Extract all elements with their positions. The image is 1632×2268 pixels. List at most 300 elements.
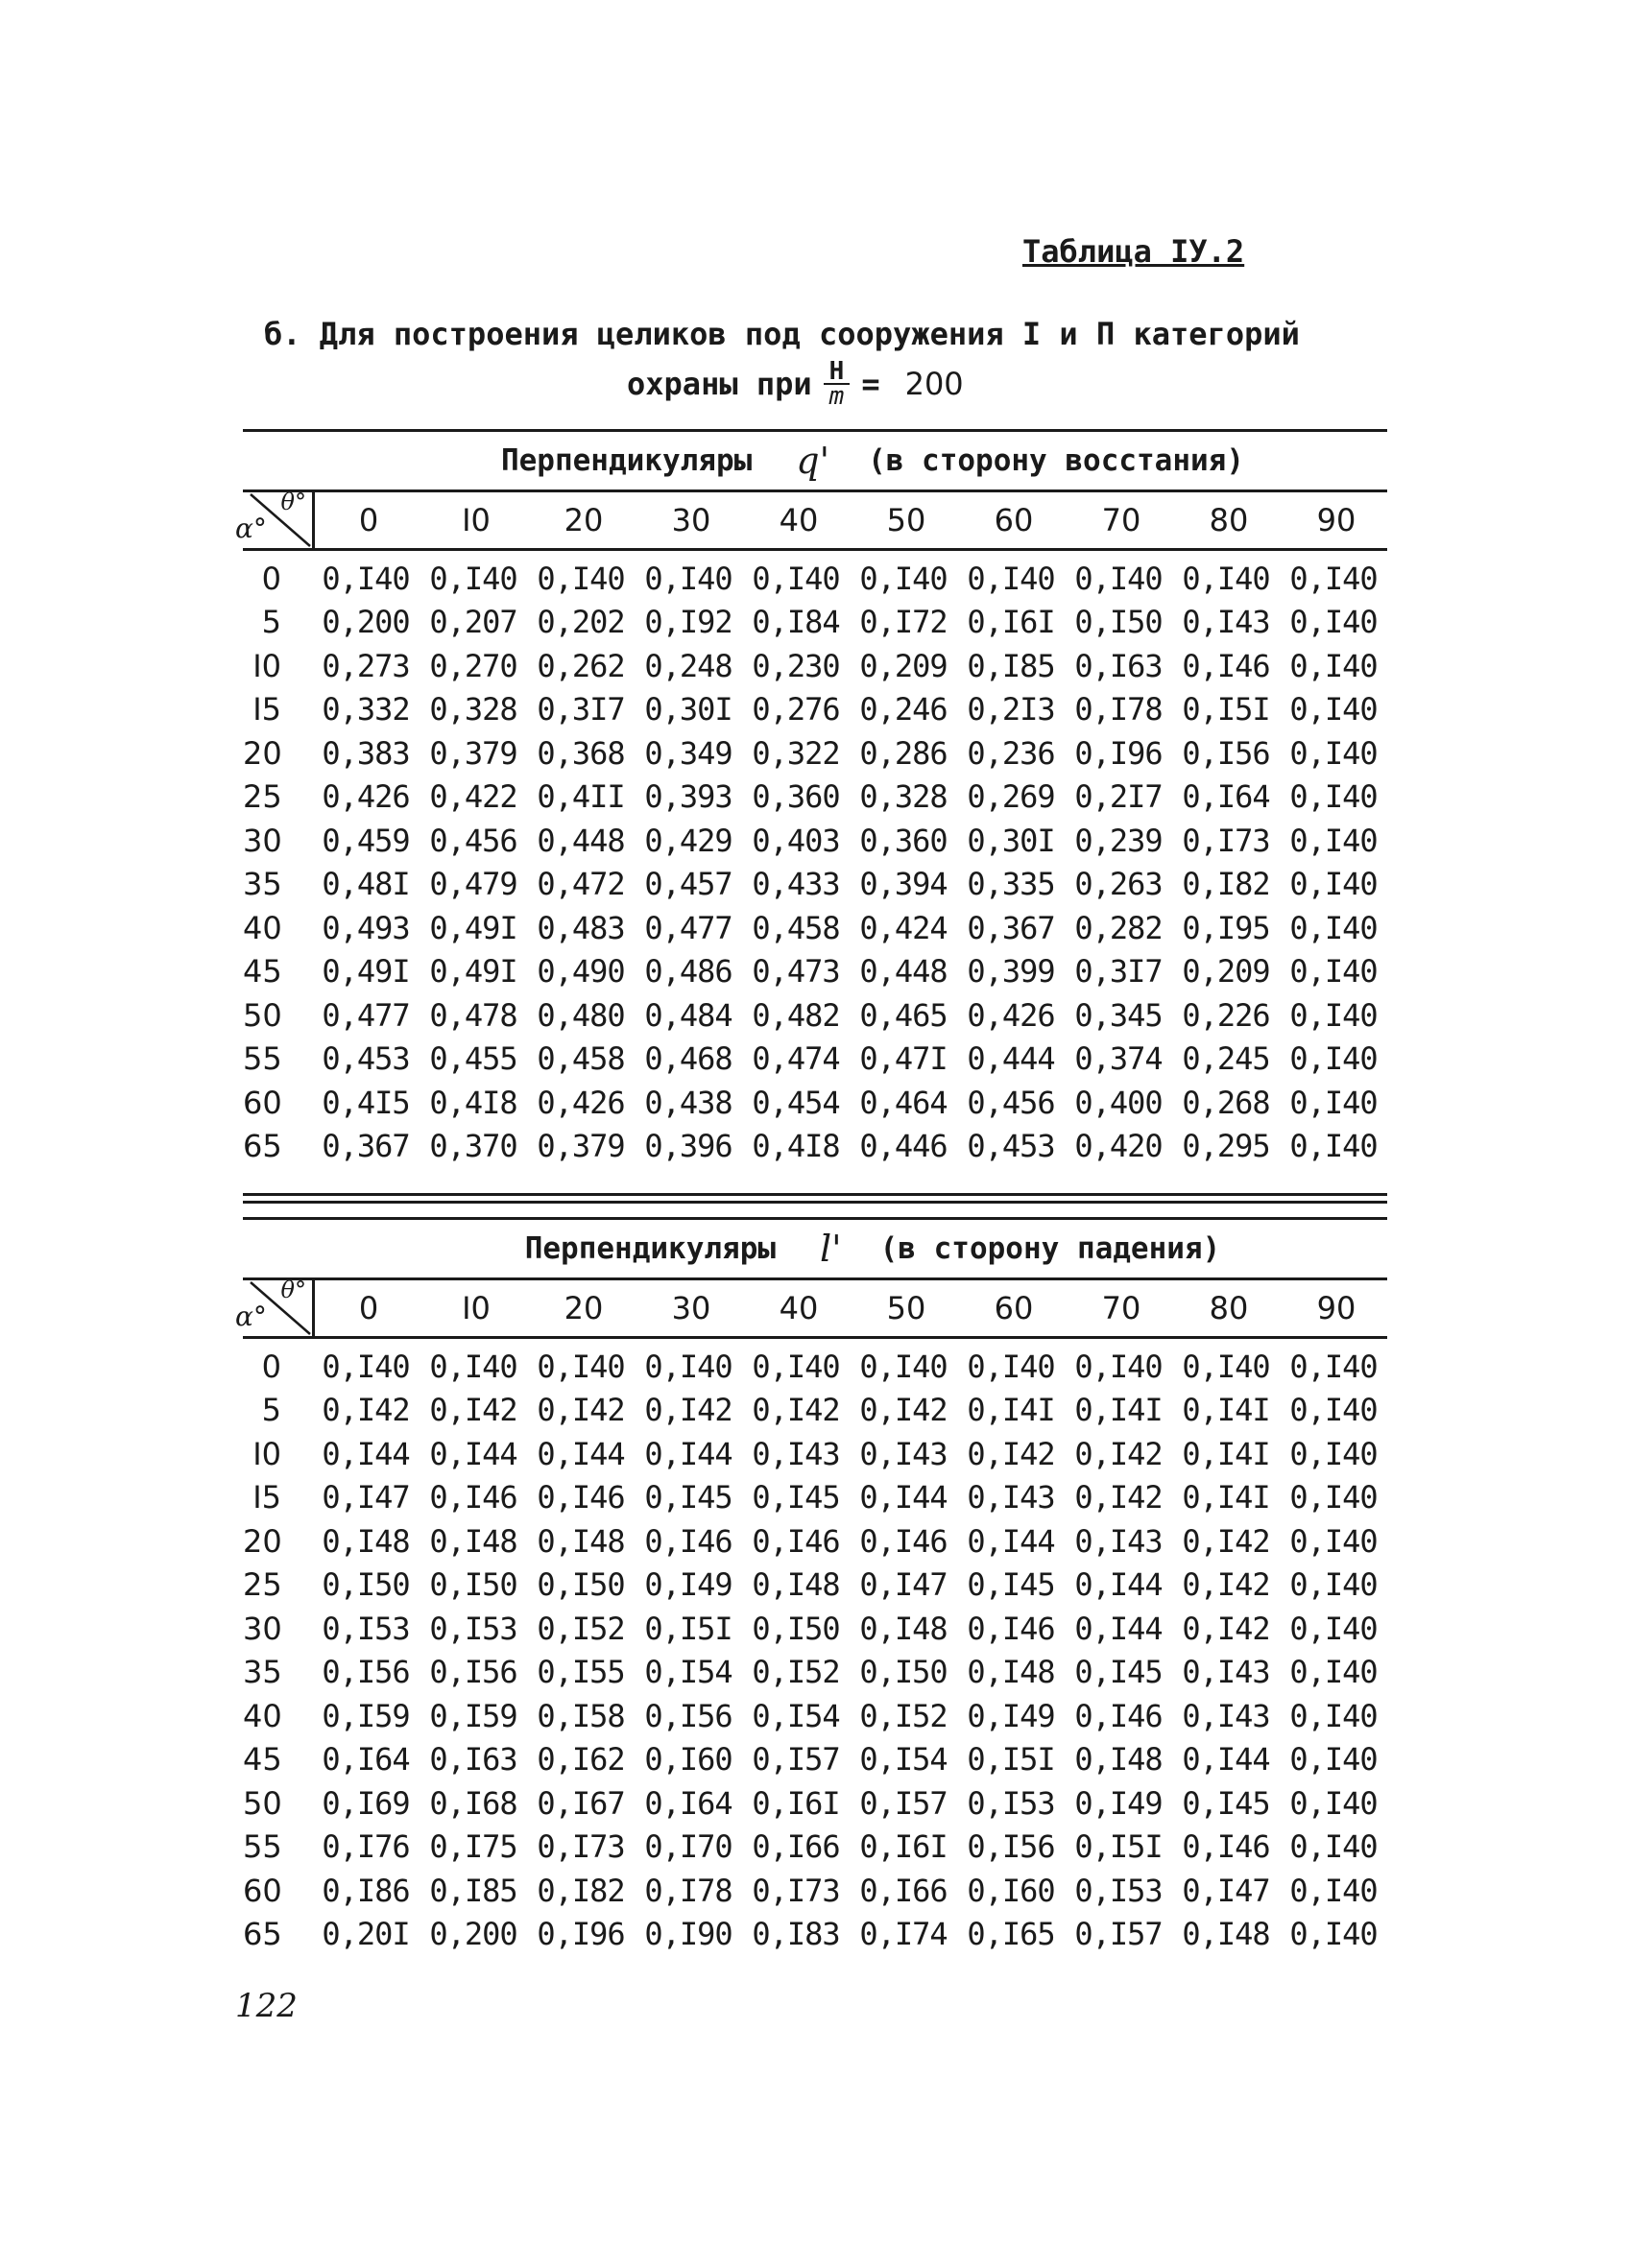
table-cell: 0,I56: [967, 1828, 1055, 1866]
table-row: [243, 863, 1387, 907]
table-cell: 0,2I7: [1074, 778, 1163, 816]
table-cell: 0,269: [967, 778, 1055, 816]
table-cell: 0,I40: [429, 560, 517, 597]
table-cell: 0,I74: [859, 1916, 948, 1953]
section-title-right: (в сторону восстания): [868, 443, 1244, 478]
table-cell: 0,399: [967, 953, 1055, 991]
table-row: [243, 1826, 1387, 1870]
table-cell: 0,I40: [967, 1348, 1055, 1385]
table-cell: 0,I44: [429, 1435, 517, 1472]
column-header: 50: [886, 502, 926, 538]
table-cell: 0,I40: [1289, 604, 1378, 641]
table-row: [243, 1519, 1387, 1564]
table-cell: 0,I40: [1074, 1348, 1163, 1385]
table-cell: 0,I75: [429, 1828, 517, 1866]
table-cell: 0,I42: [537, 1392, 625, 1429]
table-cell: 0,49I: [429, 953, 517, 991]
fraction-numerator: H: [824, 360, 851, 385]
table-row: [243, 1432, 1387, 1476]
table-cell: 0,295: [1182, 1128, 1270, 1165]
row-label: 0: [261, 1348, 281, 1385]
table-cell: 0,I56: [322, 1654, 410, 1691]
table-cell: 0,273: [322, 647, 410, 684]
row-label: 30: [243, 1610, 282, 1647]
table-row: [243, 950, 1387, 994]
column-header: 40: [779, 1290, 819, 1326]
table-cell: 0,I90: [644, 1916, 732, 1953]
table-cell: 0,I54: [752, 1697, 840, 1734]
table-cell: 0,I46: [537, 1479, 625, 1516]
table-cell: 0,367: [322, 1128, 410, 1165]
alpha-label: α°: [235, 513, 267, 544]
table-cell: 0,I5I: [1182, 691, 1270, 728]
column-header: 0: [358, 502, 379, 538]
alpha-label: α°: [235, 1301, 267, 1332]
perpendiculars-rise-table: [235, 429, 1387, 1168]
table-cell: 0,332: [322, 691, 410, 728]
table-cell: 0,I45: [752, 1479, 840, 1516]
table-cell: 0,I45: [1074, 1654, 1163, 1691]
row-label: 65: [243, 1128, 282, 1165]
table-cell: 0,4I8: [752, 1128, 840, 1165]
table-cell: 0,246: [859, 691, 948, 728]
table-cell: 0,48I: [322, 866, 410, 903]
table-cell: 0,I40: [1289, 1435, 1378, 1472]
table-row: [243, 1781, 1387, 1826]
table-cell: 0,I50: [537, 1566, 625, 1604]
table-cell: 0,322: [752, 734, 840, 772]
table-cell: 0,I44: [537, 1435, 625, 1472]
table-cell: 0,345: [1074, 996, 1163, 1034]
table-cell: 0,I68: [429, 1784, 517, 1822]
table-cell: 0,I64: [1182, 778, 1270, 816]
table-cell: 0,I86: [322, 1872, 410, 1909]
table-label: Таблица IУ.2: [1022, 233, 1245, 270]
row-label: 45: [243, 953, 282, 991]
table-cell: 0,I45: [967, 1566, 1055, 1604]
table-row: [243, 906, 1387, 950]
table-cell: 0,I42: [1074, 1435, 1163, 1472]
table-cell: 0,I85: [429, 1872, 517, 1909]
table-cell: 0,200: [429, 1916, 517, 1953]
table-cell: 0,I46: [1182, 1828, 1270, 1866]
table-cell: 0,482: [752, 996, 840, 1034]
perpendiculars-dip-table: [235, 1193, 1387, 1956]
table-cell: 0,360: [752, 778, 840, 816]
table-cell: 0,I40: [537, 560, 625, 597]
table-cell: 0,276: [752, 691, 840, 728]
table-cell: 0,I40: [644, 560, 732, 597]
table-cell: 0,I6I: [967, 604, 1055, 641]
page-number: 122: [235, 1987, 298, 2025]
table-row: [243, 1389, 1387, 1433]
table-cell: 0,I50: [429, 1566, 517, 1604]
table-row: [243, 1081, 1387, 1125]
table-row: [243, 557, 1387, 601]
table-cell: 0,I40: [1182, 560, 1270, 597]
table-cell: 0,I4I: [1074, 1392, 1163, 1429]
table-cell: 0,465: [859, 996, 948, 1034]
table-cell: 0,I47: [1182, 1872, 1270, 1909]
table-cell: 0,I69: [322, 1784, 410, 1822]
table-cell: 0,I60: [644, 1741, 732, 1779]
table-cell: 0,444: [967, 1040, 1055, 1078]
row-label: 50: [243, 996, 282, 1034]
row-label: 0: [261, 560, 281, 597]
table-cell: 0,I6I: [859, 1828, 948, 1866]
table-cell: 0,I48: [1074, 1741, 1163, 1779]
column-header-row: [235, 489, 1387, 551]
table-cell: 0,4I8: [429, 1084, 517, 1121]
table-cell: 0,I40: [1289, 866, 1378, 903]
table-cell: 0,493: [322, 909, 410, 946]
table-cell: 0,I76: [322, 1828, 410, 1866]
table-cell: 0,479: [429, 866, 517, 903]
table-cell: 0,I4I: [1182, 1435, 1270, 1472]
table-cell: 0,454: [752, 1084, 840, 1121]
table-cell: 0,I5I: [967, 1741, 1055, 1779]
table-cell: 0,I42: [1182, 1566, 1270, 1604]
table-row: [243, 1038, 1387, 1082]
table-cell: 0,455: [429, 1040, 517, 1078]
row-label: I5: [252, 691, 281, 728]
table-cell: 0,30I: [644, 691, 732, 728]
table-cell: 0,I40: [644, 1348, 732, 1385]
table-cell: 0,I4I: [967, 1392, 1055, 1429]
table-cell: 0,477: [644, 909, 732, 946]
column-header: 20: [564, 1290, 604, 1326]
table-cell: 0,I40: [1289, 1872, 1378, 1909]
table-cell: 0,480: [537, 996, 625, 1034]
table-cell: 0,I48: [859, 1610, 948, 1647]
section-title-right: (в сторону падения): [879, 1231, 1221, 1266]
table-cell: 0,230: [752, 647, 840, 684]
table-cell: 0,I42: [967, 1435, 1055, 1472]
table-cell: 0,I64: [322, 1741, 410, 1779]
table-cell: 0,49I: [429, 909, 517, 946]
table-cell: 0,I40: [1289, 1828, 1378, 1866]
row-label: 40: [243, 909, 282, 946]
table-cell: 0,I48: [322, 1522, 410, 1560]
table-cell: 0,I46: [752, 1522, 840, 1560]
table-row: [243, 601, 1387, 645]
ratio-fraction: [824, 357, 851, 411]
table-cell: 0,I40: [1289, 734, 1378, 772]
table-cell: 0,486: [644, 953, 732, 991]
table-cell: 0,438: [644, 1084, 732, 1121]
table-cell: 0,I42: [1074, 1479, 1163, 1516]
table-row: [243, 1607, 1387, 1651]
table-cell: 0,I40: [1289, 1741, 1378, 1779]
table-cell: 0,I57: [752, 1741, 840, 1779]
table-cell: 0,I72: [859, 604, 948, 641]
row-label: 35: [243, 1654, 282, 1691]
column-header: 80: [1209, 1290, 1249, 1326]
table-cell: 0,47I: [859, 1040, 948, 1078]
table-cell: 0,456: [967, 1084, 1055, 1121]
corner-cell: [235, 1277, 315, 1336]
table-cell: 0,I48: [537, 1522, 625, 1560]
table-cell: 0,I40: [1289, 1084, 1378, 1121]
heading-line-1: б. Для построения целиков под сооружения I и П категорий: [264, 316, 1300, 352]
table-cell: 0,I40: [752, 560, 840, 597]
row-label: 40: [243, 1697, 282, 1734]
table-cell: 0,I40: [1289, 1522, 1378, 1560]
equals-sign: =: [861, 366, 880, 402]
table-cell: 0,483: [537, 909, 625, 946]
table-cell: 0,248: [644, 647, 732, 684]
corner-cell: [235, 489, 315, 548]
table-cell: 0,I57: [1074, 1916, 1163, 1953]
table-cell: 0,I53: [967, 1784, 1055, 1822]
table-cell: 0,478: [429, 996, 517, 1034]
table-cell: 0,I56: [1182, 734, 1270, 772]
column-header: 30: [671, 1290, 711, 1326]
table-cell: 0,I40: [1289, 560, 1378, 597]
section-title: [243, 432, 1387, 492]
table-cell: 0,207: [429, 604, 517, 641]
table-cell: 0,I49: [1074, 1784, 1163, 1822]
table-cell: 0,I42: [1182, 1610, 1270, 1647]
table-row: [243, 993, 1387, 1038]
table-cell: 0,286: [859, 734, 948, 772]
table-cell: 0,I55: [537, 1654, 625, 1691]
table-cell: 0,2I3: [967, 691, 1055, 728]
table-cell: 0,209: [1182, 953, 1270, 991]
table-cell: 0,I52: [537, 1610, 625, 1647]
table-row: [243, 1476, 1387, 1520]
row-label: 55: [243, 1040, 282, 1078]
table-cell: 0,209: [859, 647, 948, 684]
table-cell: 0,I52: [752, 1654, 840, 1691]
table-cell: 0,I40: [1289, 1784, 1378, 1822]
table-cell: 0,I56: [644, 1697, 732, 1734]
table-cell: 0,I49: [967, 1697, 1055, 1734]
column-header: 40: [779, 502, 819, 538]
table-cell: 0,I48: [429, 1522, 517, 1560]
table-cell: 0,I4I: [1182, 1392, 1270, 1429]
table-cell: 0,I54: [859, 1741, 948, 1779]
table-cell: 0,457: [644, 866, 732, 903]
table-cell: 0,I73: [1182, 822, 1270, 859]
table-cell: 0,396: [644, 1128, 732, 1165]
table-cell: 0,3I7: [537, 691, 625, 728]
table-cell: 0,I44: [1182, 1741, 1270, 1779]
table-cell: 0,I52: [859, 1697, 948, 1734]
table-cell: 0,477: [322, 996, 410, 1034]
table-cell: 0,I43: [752, 1435, 840, 1472]
column-header: 0: [358, 1290, 379, 1326]
row-label: I0: [252, 647, 281, 684]
table-heading: [264, 309, 1301, 409]
table-cell: 0,446: [859, 1128, 948, 1165]
table-cell: 0,I64: [644, 1784, 732, 1822]
table-cell: 0,379: [429, 734, 517, 772]
table-cell: 0,448: [859, 953, 948, 991]
table-cell: 0,335: [967, 866, 1055, 903]
table-body: [243, 551, 1387, 1168]
table-cell: 0,484: [644, 996, 732, 1034]
row-label: 35: [243, 866, 282, 903]
table-row: [243, 688, 1387, 732]
table-cell: 0,I46: [429, 1479, 517, 1516]
column-header: 70: [1101, 1290, 1141, 1326]
table-cell: 0,I54: [644, 1654, 732, 1691]
row-label: 25: [243, 778, 282, 816]
column-header: 90: [1316, 1290, 1356, 1326]
table-cell: 0,I46: [1074, 1697, 1163, 1734]
table-cell: 0,I44: [322, 1435, 410, 1472]
table-cell: 0,I40: [1289, 1654, 1378, 1691]
table-cell: 0,268: [1182, 1084, 1270, 1121]
table-cell: 0,I44: [967, 1522, 1055, 1560]
table-cell: 0,I42: [644, 1392, 732, 1429]
table-cell: 0,426: [322, 778, 410, 816]
column-header: 60: [994, 1290, 1034, 1326]
column-header: 90: [1316, 502, 1356, 538]
table-cell: 0,I70: [644, 1828, 732, 1866]
table-cell: 0,473: [752, 953, 840, 991]
table-cell: 0,I40: [752, 1348, 840, 1385]
table-cell: 0,262: [537, 647, 625, 684]
table-cell: 0,400: [1074, 1084, 1163, 1121]
table-cell: 0,I6I: [752, 1784, 840, 1822]
table-cell: 0,I66: [859, 1872, 948, 1909]
table-cell: 0,459: [322, 822, 410, 859]
table-cell: 0,383: [322, 734, 410, 772]
table-cell: 0,I44: [1074, 1566, 1163, 1604]
table-cell: 0,403: [752, 822, 840, 859]
section-symbol: q': [796, 440, 830, 482]
table-cell: 0,464: [859, 1084, 948, 1121]
table-cell: 0,I65: [967, 1916, 1055, 1953]
table-cell: 0,245: [1182, 1040, 1270, 1078]
ratio-value: 200: [904, 366, 964, 402]
table-cell: 0,424: [859, 909, 948, 946]
table-cell: 0,I40: [1289, 1697, 1378, 1734]
table-cell: 0,I50: [322, 1566, 410, 1604]
table-cell: 0,393: [644, 778, 732, 816]
table-cell: 0,I40: [1289, 996, 1378, 1034]
row-label: 55: [243, 1828, 282, 1866]
table-cell: 0,433: [752, 866, 840, 903]
section-title-left: Перпендикуляры: [524, 1231, 777, 1266]
table-cell: 0,I40: [1289, 1479, 1378, 1516]
table-cell: 0,422: [429, 778, 517, 816]
table-cell: 0,I40: [1289, 647, 1378, 684]
table-cell: 0,4II: [537, 778, 625, 816]
table-cell: 0,I40: [1289, 953, 1378, 991]
table-cell: 0,I95: [1182, 909, 1270, 946]
table-cell: 0,I53: [322, 1610, 410, 1647]
row-label: 60: [243, 1084, 282, 1121]
table-row: [243, 819, 1387, 863]
table-cell: 0,I40: [967, 560, 1055, 597]
table-cell: 0,420: [1074, 1128, 1163, 1165]
table-cell: 0,I53: [1074, 1872, 1163, 1909]
row-label: 60: [243, 1872, 282, 1909]
table-cell: 0,I43: [1182, 604, 1270, 641]
table-cell: 0,I43: [1074, 1522, 1163, 1560]
table-cell: 0,I40: [1074, 560, 1163, 597]
table-row: [243, 1869, 1387, 1913]
table-cell: 0,458: [537, 1040, 625, 1078]
table-cell: 0,I46: [644, 1522, 732, 1560]
table-cell: 0,I82: [537, 1872, 625, 1909]
table-row: [243, 1913, 1387, 1957]
table-cell: 0,I63: [1074, 647, 1163, 684]
table-cell: 0,I49: [644, 1566, 732, 1604]
table-cell: 0,I40: [322, 560, 410, 597]
table-cell: 0,468: [644, 1040, 732, 1078]
column-header: 70: [1101, 502, 1141, 538]
table-cell: 0,236: [967, 734, 1055, 772]
table-cell: 0,226: [1182, 996, 1270, 1034]
table-cell: 0,I40: [1289, 1392, 1378, 1429]
table-row: [243, 1738, 1387, 1782]
section-title: [243, 1220, 1387, 1280]
table-cell: 0,I5I: [1074, 1828, 1163, 1866]
table-cell: 0,374: [1074, 1040, 1163, 1078]
table-cell: 0,I42: [429, 1392, 517, 1429]
table-cell: 0,I46: [1182, 647, 1270, 684]
table-cell: 0,I50: [752, 1610, 840, 1647]
table-cell: 0,I45: [1182, 1784, 1270, 1822]
row-label: 20: [243, 734, 282, 772]
table-cell: 0,453: [967, 1128, 1055, 1165]
row-label: 65: [243, 1916, 282, 1953]
table-cell: 0,I45: [644, 1479, 732, 1516]
table-cell: 0,426: [537, 1084, 625, 1121]
column-header: I0: [462, 502, 491, 538]
table-cell: 0,I44: [644, 1435, 732, 1472]
row-label: 5: [261, 1392, 281, 1429]
table-cell: 0,3I7: [1074, 953, 1163, 991]
column-header: I0: [462, 1290, 491, 1326]
table-cell: 0,I40: [537, 1348, 625, 1385]
table-cell: 0,I47: [322, 1479, 410, 1516]
table-cell: 0,I40: [1289, 1610, 1378, 1647]
table-cell: 0,282: [1074, 909, 1163, 946]
table-cell: 0,I50: [1074, 604, 1163, 641]
table-cell: 0,379: [537, 1128, 625, 1165]
theta-label: θ°: [280, 1277, 306, 1303]
table-cell: 0,I73: [537, 1828, 625, 1866]
table-cell: 0,200: [322, 604, 410, 641]
table-cell: 0,429: [644, 822, 732, 859]
table-cell: 0,I48: [752, 1566, 840, 1604]
row-label: 25: [243, 1566, 282, 1604]
table-cell: 0,I50: [859, 1654, 948, 1691]
table-cell: 0,458: [752, 909, 840, 946]
table-cell: 0,I60: [967, 1872, 1055, 1909]
table-row: [243, 1125, 1387, 1169]
table-cell: 0,263: [1074, 866, 1163, 903]
table-cell: 0,I40: [859, 1348, 948, 1385]
table-cell: 0,370: [429, 1128, 517, 1165]
table-cell: 0,328: [429, 691, 517, 728]
table-cell: 0,I43: [859, 1435, 948, 1472]
table-cell: 0,I40: [1289, 691, 1378, 728]
table-cell: 0,I66: [752, 1828, 840, 1866]
table-cell: 0,I43: [1182, 1697, 1270, 1734]
row-label: I5: [252, 1479, 281, 1516]
fraction-denominator: m: [828, 382, 845, 411]
table-cell: 0,I73: [752, 1872, 840, 1909]
row-label: 5: [261, 604, 281, 641]
table-cell: 0,I46: [967, 1610, 1055, 1647]
row-label: I0: [252, 1435, 281, 1472]
